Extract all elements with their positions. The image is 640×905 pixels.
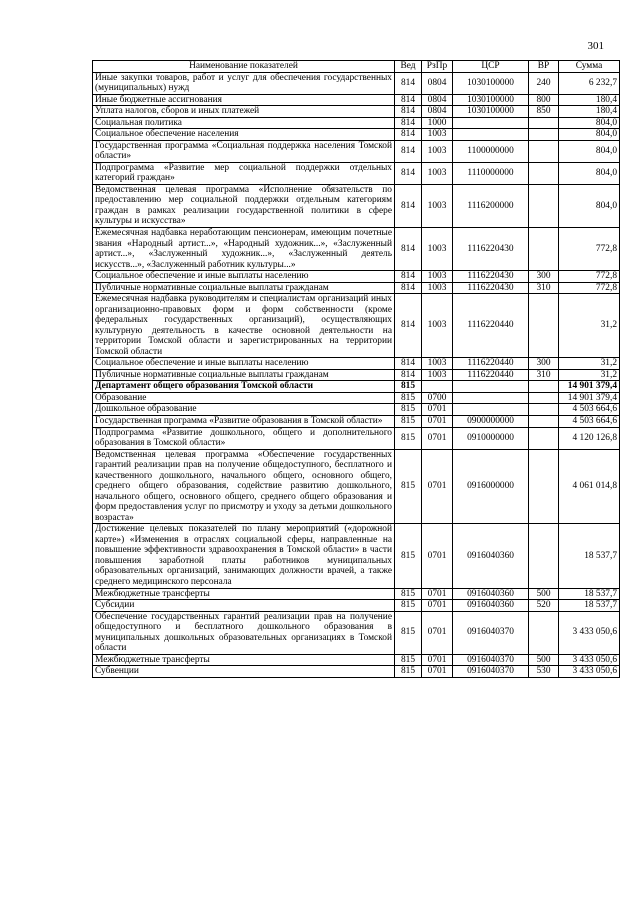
cell-vr [529,184,559,227]
table-row [93,72,620,94]
cell-csr [453,404,529,416]
cell-sum: 772,8 [559,271,620,283]
cell-rzpr: 0804 [422,94,453,106]
cell-sum: 3 433 050,6 [559,611,620,654]
cell-ved: 814 [395,282,422,294]
cell-ved: 814 [395,271,422,283]
cell-ved: 814 [395,129,422,141]
cell-sum: 4 061 014,8 [559,449,620,524]
table-row [93,524,620,588]
cell-sum: 4 503 664,6 [559,404,620,416]
cell-vr [529,416,559,428]
table-row [93,282,620,294]
table-row [93,294,620,358]
page-number: 301 [587,40,604,52]
table-row [93,271,620,283]
cell-ved: 814 [395,184,422,227]
cell-rzpr: 0701 [422,404,453,416]
cell-sum: 4 503 664,6 [559,416,620,428]
cell-csr: 0916040370 [453,654,529,666]
cell-sum: 14 901 379,4 [559,392,620,404]
cell-name: Обеспечение государственных гарантий реализации прав на получение общедоступного и бесплатного дошкольного образования в муниципальных дошкольных образовательных организациях в Томской области [93,611,395,654]
cell-name: Государственная программа «Развитие образования в Томской области» [93,416,395,428]
cell-name: Ведомственная целевая программа «Обеспечение государственных гарантий реализации прав на получение общедоступного, бесплатного и качественного дошкольного, начального общего, основного общего, среднего общего образования, содействие развитию дошкольного, начального общего, основного общего, среднего общего образования и форм предоставления услуг по присмотру и уходу за детьми дошкольного возраста» [93,449,395,524]
cell-name: Социальная политика [93,117,395,129]
cell-rzpr: 1003 [422,294,453,358]
cell-name: Подпрограмма «Развитие дошкольного, общего и дополнительного образования в Томской области» [93,427,395,449]
cell-rzpr: 0701 [422,449,453,524]
table-row [93,358,620,370]
cell-rzpr: 1003 [422,162,453,184]
header-name: Наименование показателей [93,61,395,73]
cell-sum: 804,0 [559,129,620,141]
cell-ved: 815 [395,381,422,393]
cell-ved: 814 [395,162,422,184]
cell-vr [529,117,559,129]
cell-csr: 0916040360 [453,588,529,600]
cell-csr: 0916040370 [453,666,529,678]
cell-vr: 520 [529,600,559,612]
cell-name: Межбюджетные трансферты [93,654,395,666]
cell-ved: 814 [395,294,422,358]
cell-rzpr: 1003 [422,227,453,270]
cell-csr: 1116220440 [453,294,529,358]
cell-name: Достижение целевых показателей по плану мероприятий («дорожной карте») «Изменения в отраслях социальной сферы, направленные на повышение эффективности здравоохранения в Томской области» в части повышения заработной платы работников муниципальных образовательных организаций, занимающих должности врачей, а также среднего медицинского персонала [93,524,395,588]
cell-rzpr: 0701 [422,427,453,449]
cell-name: Ежемесячная надбавка руководителям и специалистам организаций иных организационно-правовых форм и форм собственности (кроме федеральных государственных организаций), осуществляющих культурную деятельность в качестве основной деятельности на территории Томской области и зарегистрированных на территории Томской области [93,294,395,358]
cell-csr: 1030100000 [453,72,529,94]
cell-ved: 815 [395,654,422,666]
cell-sum: 804,0 [559,184,620,227]
cell-sum: 804,0 [559,162,620,184]
cell-rzpr: 1003 [422,369,453,381]
cell-vr: 240 [529,72,559,94]
cell-csr [453,392,529,404]
cell-rzpr: 0804 [422,72,453,94]
table-row [93,427,620,449]
cell-ved: 815 [395,611,422,654]
cell-sum: 31,2 [559,369,620,381]
table-row [93,449,620,524]
table-row [93,184,620,227]
cell-csr: 0916040370 [453,611,529,654]
cell-vr [529,404,559,416]
cell-csr: 1030100000 [453,94,529,106]
table-row [93,404,620,416]
cell-rzpr: 0701 [422,654,453,666]
cell-sum: 772,8 [559,282,620,294]
cell-name: Дошкольное образование [93,404,395,416]
cell-ved: 815 [395,404,422,416]
cell-sum: 4 120 126,8 [559,427,620,449]
table-row [93,227,620,270]
cell-csr: 1030100000 [453,106,529,118]
cell-name: Субсидии [93,600,395,612]
cell-csr: 1116220430 [453,282,529,294]
cell-sum: 804,0 [559,117,620,129]
cell-ved: 815 [395,449,422,524]
table-row [93,106,620,118]
cell-vr: 310 [529,282,559,294]
cell-vr: 500 [529,654,559,666]
cell-vr: 500 [529,588,559,600]
cell-vr: 800 [529,94,559,106]
cell-csr: 1100000000 [453,140,529,162]
cell-vr [529,611,559,654]
cell-name: Публичные нормативные социальные выплаты гражданам [93,369,395,381]
cell-ved: 814 [395,140,422,162]
cell-sum: 18 537,7 [559,588,620,600]
cell-name: Социальное обеспечение населения [93,129,395,141]
cell-name: Социальное обеспечение и иные выплаты населению [93,271,395,283]
budget-table [92,60,620,678]
cell-name: Государственная программа «Социальная поддержка населения Томской области» [93,140,395,162]
cell-csr: 1116220430 [453,271,529,283]
cell-ved: 814 [395,227,422,270]
cell-csr: 1116220440 [453,358,529,370]
cell-rzpr [422,381,453,393]
cell-name: Уплата налогов, сборов и иных платежей [93,106,395,118]
cell-csr: 1116220430 [453,227,529,270]
cell-sum: 180,4 [559,94,620,106]
table-row [93,611,620,654]
header-row [93,61,620,73]
cell-vr [529,227,559,270]
cell-ved: 815 [395,392,422,404]
cell-csr [453,117,529,129]
cell-rzpr: 1003 [422,129,453,141]
cell-ved: 814 [395,117,422,129]
cell-ved: 815 [395,588,422,600]
table-row [93,588,620,600]
cell-sum: 31,2 [559,294,620,358]
cell-vr [529,140,559,162]
cell-ved: 814 [395,369,422,381]
cell-csr [453,129,529,141]
cell-rzpr: 0701 [422,588,453,600]
table-row [93,369,620,381]
cell-csr [453,381,529,393]
cell-vr [529,392,559,404]
table-row [93,162,620,184]
cell-name: Иные закупки товаров, работ и услуг для обеспечения государственных (муниципальных) нужд [93,72,395,94]
cell-name: Департамент общего образования Томской области [93,381,395,393]
cell-vr [529,381,559,393]
cell-ved: 815 [395,600,422,612]
table-row [93,600,620,612]
cell-name: Социальное обеспечение и иные выплаты населению [93,358,395,370]
cell-name: Образование [93,392,395,404]
cell-sum: 3 433 050,6 [559,666,620,678]
cell-rzpr: 1003 [422,271,453,283]
table-row [93,381,620,393]
header-sum: Сумма [559,61,620,73]
cell-csr: 0916040360 [453,524,529,588]
cell-csr: 0916040360 [453,600,529,612]
cell-ved: 815 [395,416,422,428]
cell-rzpr: 0701 [422,666,453,678]
cell-name: Подпрограмма «Развитие мер социальной поддержки отдельных категорий граждан» [93,162,395,184]
cell-sum: 180,4 [559,106,620,118]
cell-ved: 814 [395,94,422,106]
cell-vr [529,524,559,588]
cell-sum: 6 232,7 [559,72,620,94]
cell-ved: 815 [395,427,422,449]
cell-rzpr: 1003 [422,140,453,162]
cell-name: Иные бюджетные ассигнования [93,94,395,106]
cell-sum: 772,8 [559,227,620,270]
table-row [93,666,620,678]
header-ved: Вед [395,61,422,73]
cell-name: Ежемесячная надбавка неработающим пенсионерам, имеющим почетные звания «Народный артист...», «Народный художник...», «Заслуженный артист...», «Заслуженный художник...», «Заслуженный деятель искусств...», «Заслуженный работник культуры...» [93,227,395,270]
table-row [93,140,620,162]
cell-vr: 300 [529,358,559,370]
cell-ved: 814 [395,358,422,370]
cell-sum: 14 901 379,4 [559,381,620,393]
cell-rzpr: 1003 [422,184,453,227]
cell-vr [529,427,559,449]
table-row [93,654,620,666]
header-rzpr: РзПр [422,61,453,73]
table-row [93,129,620,141]
table-row [93,94,620,106]
header-vr: ВР [529,61,559,73]
cell-rzpr: 0701 [422,611,453,654]
cell-vr: 850 [529,106,559,118]
cell-ved: 815 [395,666,422,678]
cell-vr [529,162,559,184]
cell-sum: 18 537,7 [559,600,620,612]
cell-name: Межбюджетные трансферты [93,588,395,600]
cell-ved: 815 [395,524,422,588]
cell-ved: 814 [395,106,422,118]
cell-sum: 31,2 [559,358,620,370]
cell-name: Субвенции [93,666,395,678]
cell-vr [529,129,559,141]
cell-sum: 18 537,7 [559,524,620,588]
cell-name: Публичные нормативные социальные выплаты гражданам [93,282,395,294]
cell-ved: 814 [395,72,422,94]
cell-vr: 300 [529,271,559,283]
cell-vr [529,449,559,524]
cell-csr: 1116220440 [453,369,529,381]
cell-rzpr: 0701 [422,600,453,612]
cell-csr: 1116200000 [453,184,529,227]
cell-sum: 804,0 [559,140,620,162]
cell-vr: 310 [529,369,559,381]
cell-csr: 0900000000 [453,416,529,428]
cell-rzpr: 0804 [422,106,453,118]
cell-csr: 0910000000 [453,427,529,449]
cell-name: Ведомственная целевая программа «Исполнение обязательств по предоставлению мер социальной поддержки отдельным категориям граждан в рамках реализации государственной политики в сфере культуры и искусства» [93,184,395,227]
cell-rzpr: 1003 [422,282,453,294]
cell-rzpr: 0701 [422,416,453,428]
cell-vr [529,294,559,358]
cell-rzpr: 1003 [422,358,453,370]
cell-sum: 3 433 050,6 [559,654,620,666]
table-row [93,392,620,404]
cell-csr: 1110000000 [453,162,529,184]
cell-rzpr: 1000 [422,117,453,129]
table-row [93,117,620,129]
cell-rzpr: 0700 [422,392,453,404]
table-row [93,416,620,428]
header-csr: ЦСР [453,61,529,73]
cell-vr: 530 [529,666,559,678]
cell-csr: 0916000000 [453,449,529,524]
cell-rzpr: 0701 [422,524,453,588]
